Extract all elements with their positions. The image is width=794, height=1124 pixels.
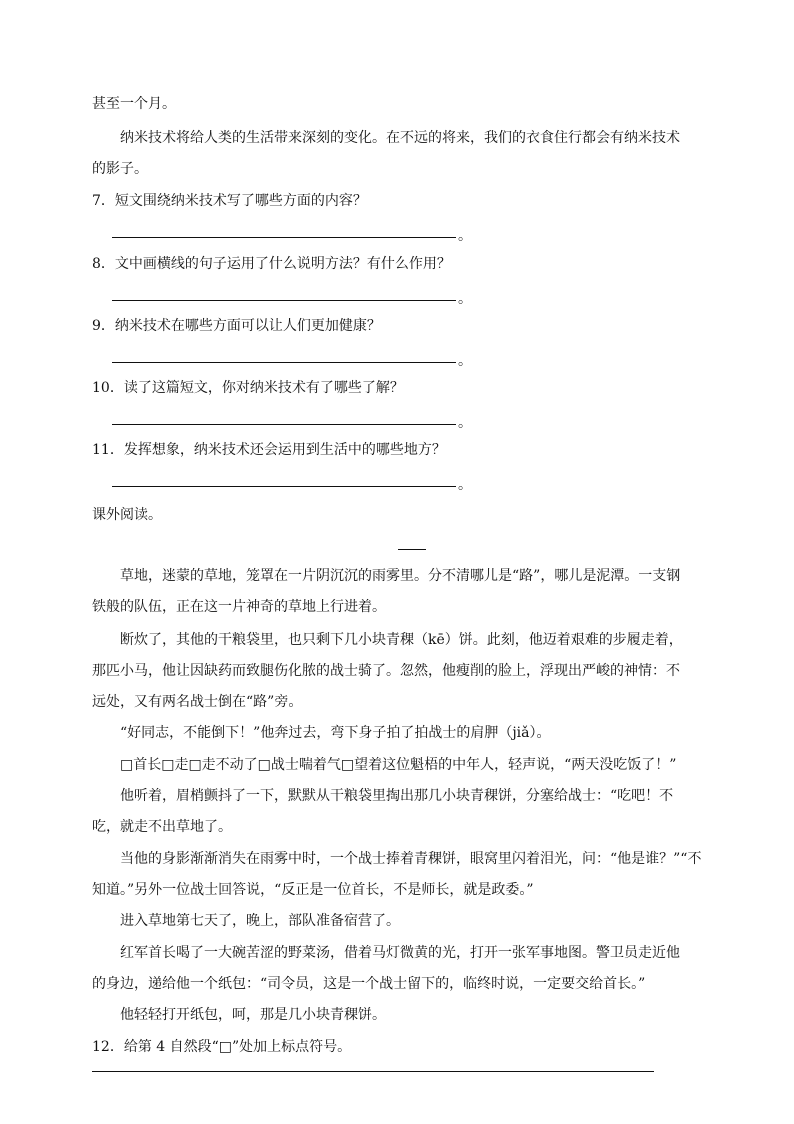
story-line: 知道。”另外一位战士回答说，“反正是一位首长，不是师长，就是政委。” — [92, 882, 534, 898]
passage-line: 纳米技术将给人类的生活带来深刻的变化。在不远的将来，我们的衣食住行都会有纳米技术 — [120, 130, 680, 146]
story-line: 吃，就走不出草地了。 — [92, 819, 232, 835]
question-7: 7．短文围绕纳米技术写了哪些方面的内容？ — [92, 193, 367, 209]
question-10: 10．读了这篇短文，你对纳米技术有了哪些了解？ — [92, 380, 404, 396]
answer-line-9[interactable] — [112, 362, 456, 363]
story-line: 那匹小马，他让因缺药而致腿伤化脓的战士骑了。忽然，他瘦削的脸上，浮现出严峻的神情：不 — [92, 663, 680, 679]
story-line: 当他的身影渐渐消失在雨雾中时，一个战士捧着青稞饼，眼窝里闪着泪光，问：“他是谁？”“不 — [120, 851, 702, 867]
passage-line: 甚至一个月。 — [92, 96, 176, 112]
passage-line: 的影子。 — [92, 161, 148, 177]
answer-line-12[interactable] — [92, 1071, 654, 1072]
story-line: 草地，迷蒙的草地，笼罩在一片阴沉沉的雨雾里。分不清哪儿是“路”，哪儿是泥潭。一支钢 — [120, 568, 681, 584]
answer-period: 。 — [458, 415, 472, 431]
story-line: □首长□走□走不动了□战士喘着气□望着这位魁梧的中年人，轻声说，“两天没吃饭了！” — [120, 757, 677, 773]
answer-line-10[interactable] — [112, 424, 456, 425]
story-line: 断炊了，其他的干粮袋里，也只剩下几小块青稞（kē）饼。此刻，他迈着艰难的步履走着， — [120, 632, 683, 648]
question-8: 8．文中画横线的句子运用了什么说明方法？有什么作用？ — [92, 256, 451, 272]
question-12: 12．给第 4 自然段“□”处加上标点符号。 — [92, 1039, 352, 1055]
answer-line-7[interactable] — [112, 237, 456, 238]
section-title: 课外阅读。 — [92, 507, 162, 523]
story-line: 远处，又有两名战士倒在“路”旁。 — [92, 694, 303, 710]
story-line: 的身边，递给他一个纸包：“司令员，这是一个战士留下的，临终时说，一定要交给首长。” — [92, 976, 646, 992]
answer-line-8[interactable] — [112, 300, 456, 301]
story-line: 铁般的队伍，正在这一片神奇的草地上行进着。 — [92, 599, 386, 615]
story-line: 他听着，眉梢颤抖了一下，默默从干粮袋里掏出那几小块青稞饼，分塞给战士：“吃吧！不 — [120, 788, 674, 804]
story-line: “好同志，不能倒下！”他奔过去，弯下身子拍了拍战士的肩胛（jiǎ）。 — [120, 725, 551, 741]
question-9: 9．纳米技术在哪些方面可以让人们更加健康？ — [92, 318, 381, 334]
story-line: 红军首长喝了一大碗苦涩的野菜汤，借着马灯微黄的光，打开一张军事地图。警卫员走近他 — [120, 945, 680, 961]
story-line: 他轻轻打开纸包，呵，那是几小块青稞饼。 — [120, 1007, 386, 1023]
answer-line-11[interactable] — [112, 486, 456, 487]
question-11: 11．发挥想象，纳米技术还会运用到生活中的哪些地方？ — [92, 442, 446, 458]
story-line: 进入草地第七天了，晚上，部队准备宿营了。 — [120, 913, 400, 929]
answer-period: 。 — [458, 477, 472, 493]
answer-period: 。 — [458, 291, 472, 307]
answer-period: 。 — [458, 228, 472, 244]
title-blank[interactable] — [398, 549, 426, 550]
answer-period: 。 — [458, 353, 472, 369]
